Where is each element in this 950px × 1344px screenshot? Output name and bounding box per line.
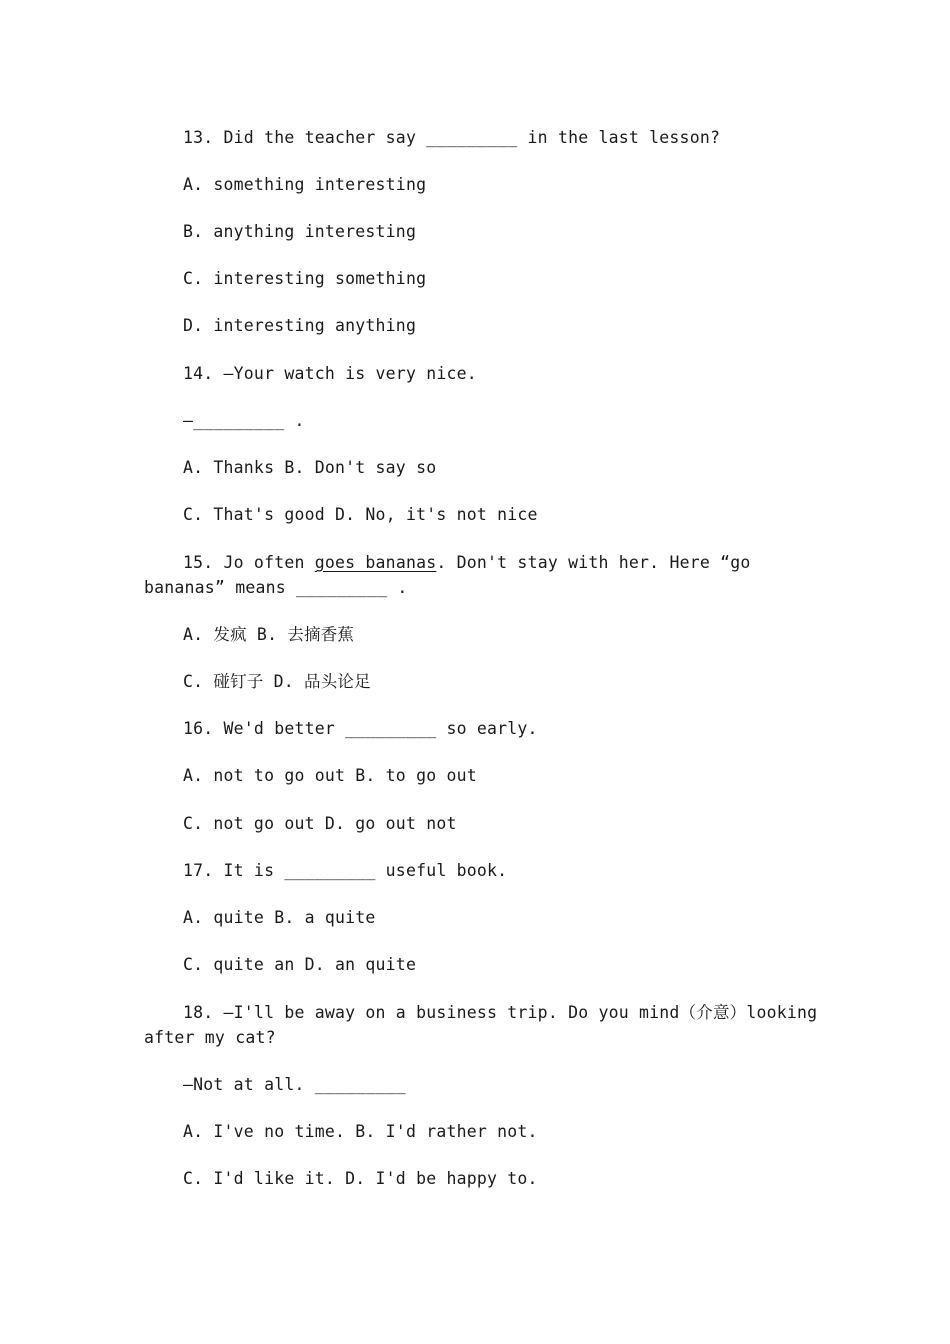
q14-stem: 14. —Your watch is very nice. <box>183 364 477 383</box>
q18-options-cd: C. I'd like it. D. I'd be happy to. <box>183 1169 538 1188</box>
q13-option-d: D. interesting anything <box>183 316 417 335</box>
q16-stem: 16. We'd better _________ so early. <box>183 719 538 738</box>
q15-underlined-phrase: goes bananas <box>314 553 437 572</box>
q15-stem-line2: bananas” means _________ . <box>144 578 408 597</box>
q15-stem-post: . Don't stay with her. Here “go <box>436 553 751 572</box>
q13-option-b: B. anything interesting <box>183 222 417 241</box>
q15-stem-line1 <box>183 550 751 575</box>
q14-options-ab: A. Thanks B. Don't say so <box>183 458 437 477</box>
q14-reply: —_________ . <box>183 411 305 430</box>
q14-options-cd: C. That's good D. No, it's not nice <box>183 505 538 524</box>
q13-option-c: C. interesting something <box>183 269 427 288</box>
q13-stem: 13. Did the teacher say _________ in the last lesson? <box>183 128 721 147</box>
q17-options-ab: A. quite B. a quite <box>183 908 376 927</box>
q18-stem-line2: after my cat? <box>144 1028 276 1047</box>
q17-stem: 17. It is _________ useful book. <box>183 861 508 880</box>
q18-options-ab: A. I've no time. B. I'd rather not. <box>183 1122 538 1141</box>
q15-options-ab: A. 发疯 B. 去摘香蕉 <box>183 625 355 644</box>
q15-stem-pre: 15. Jo often <box>183 553 315 572</box>
q18-reply: —Not at all. _________ <box>183 1075 406 1094</box>
q16-options-cd: C. not go out D. go out not <box>183 814 457 833</box>
q18-stem-line1: 18. —I'll be away on a business trip. Do you mind（介意）looking <box>183 1003 818 1022</box>
q17-options-cd: C. quite an D. an quite <box>183 955 417 974</box>
q13-option-a: A. something interesting <box>183 175 427 194</box>
q16-options-ab: A. not to go out B. to go out <box>183 766 477 785</box>
q15-options-cd: C. 碰钉子 D. 品头论足 <box>183 672 371 691</box>
